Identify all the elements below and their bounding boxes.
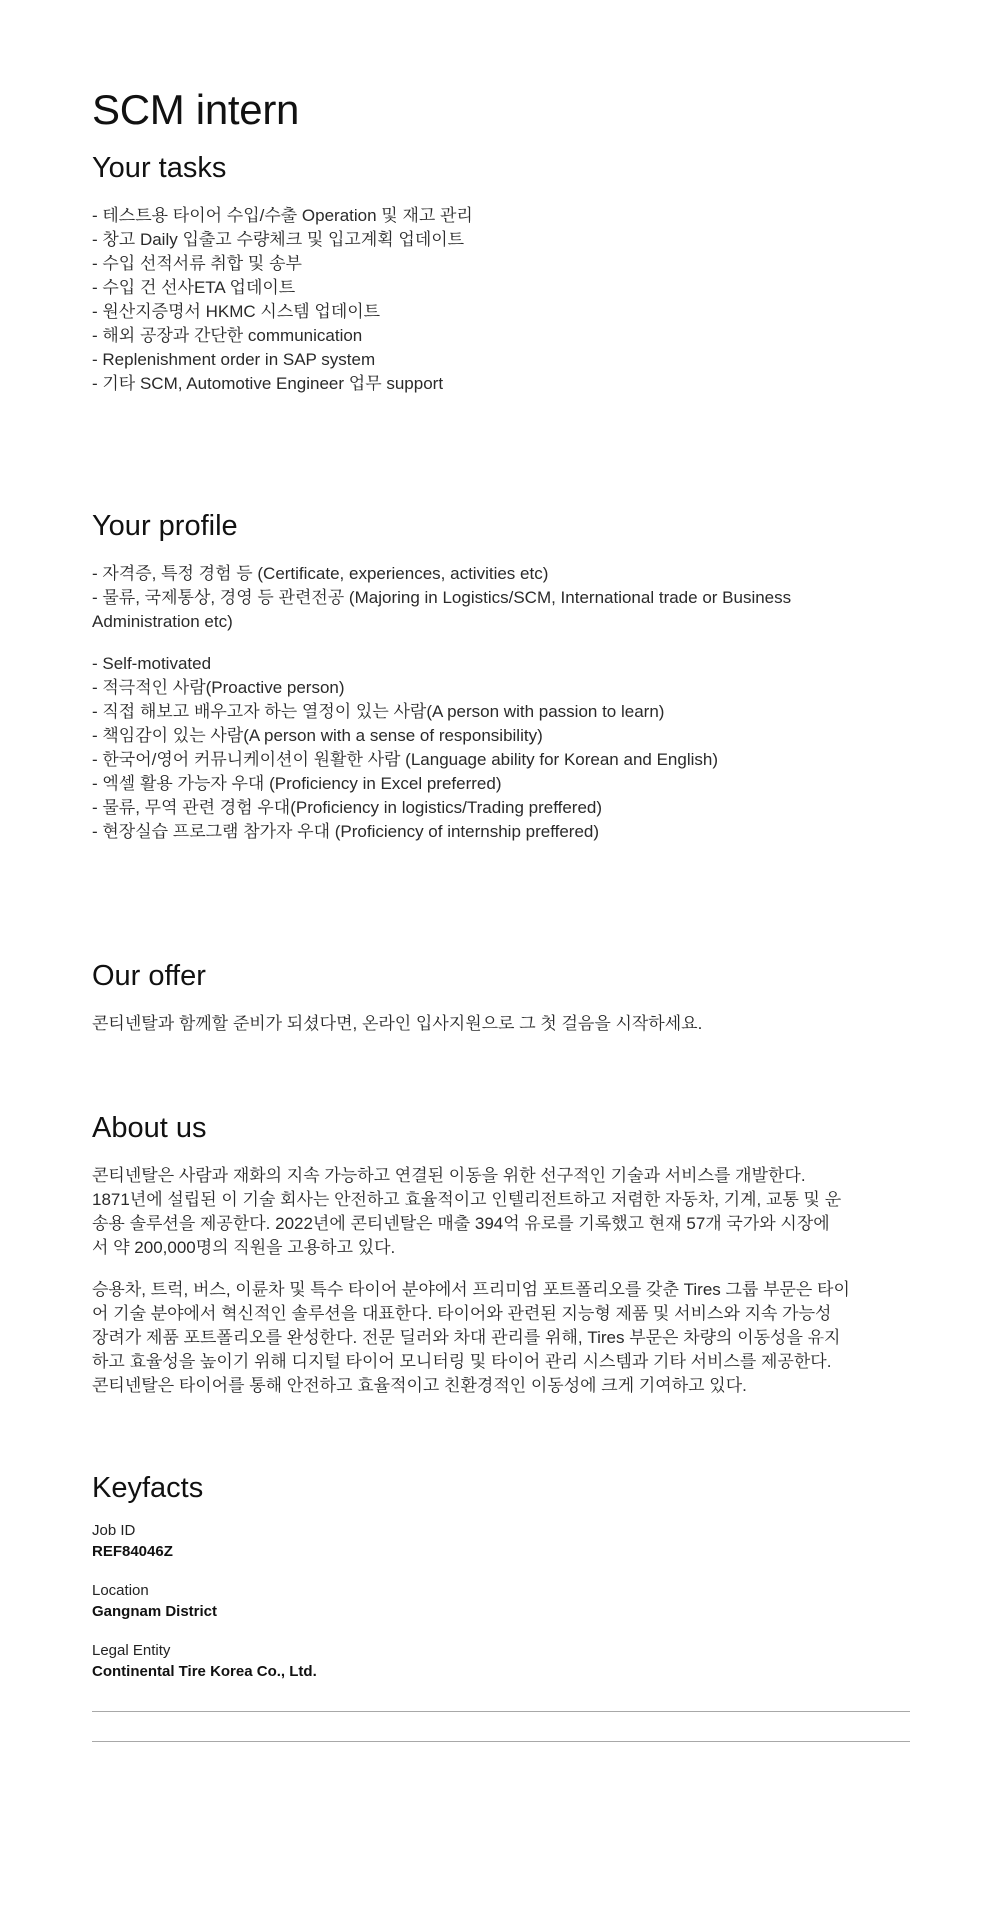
job-id-label: Job ID bbox=[92, 1522, 136, 1539]
profile-section bbox=[92, 508, 910, 844]
task-item: - Replenishment order in SAP system bbox=[92, 350, 376, 369]
divider bbox=[92, 1711, 910, 1712]
about-line: 콘티넨탈은 타이어를 통해 안전하고 효율적이고 친환경적인 이동성에 크게 기여하고 있다. bbox=[92, 1376, 747, 1395]
about-line: 송용 솔루션을 제공한다. 2022년에 콘티넨탈은 매출 394억 유로를 기록했고 현재 57개 국가와 시장에 bbox=[92, 1214, 830, 1233]
about-line: 승용차, 트럭, 버스, 이륜차 및 특수 타이어 분야에서 프리미엄 포트폴리오를 갖춘 Tires 그룹 부문은 타이 bbox=[92, 1280, 850, 1299]
task-item: - 해외 공장과 간단한 communication bbox=[92, 326, 363, 345]
about-line: 콘티넨탈은 사람과 재화의 지속 가능하고 연결된 이동을 위한 선구적인 기술과 서비스를 개발한다. bbox=[92, 1166, 806, 1185]
profile-item: - 직접 해보고 배우고자 하는 열정이 있는 사람(A person with passion to learn) bbox=[92, 702, 665, 721]
about-line: 1871년에 설립된 이 기술 회사는 안전하고 효율적이고 인텔리전트하고 저렴한 자동차, 기계, 교통 및 운 bbox=[92, 1190, 842, 1209]
offer-heading: Our offer bbox=[92, 960, 206, 992]
page-title: SCM intern bbox=[92, 86, 300, 133]
task-item: - 원산지증명서 HKMC 시스템 업데이트 bbox=[92, 302, 381, 321]
task-item: - 수입 선적서류 취합 및 송부 bbox=[92, 254, 302, 273]
about-paragraph-1 bbox=[92, 1164, 910, 1260]
profile-list-qualifications bbox=[92, 562, 910, 634]
offer-text: 콘티넨탈과 함께할 준비가 되셨다면, 온라인 입사지원으로 그 첫 걸음을 시작하세요. bbox=[92, 1014, 703, 1033]
offer-section bbox=[92, 958, 910, 1054]
about-line: 장려가 제품 포트폴리오를 완성한다. 전문 딜러와 차대 관리를 위해, Tires 부문은 차량의 이동성을 유지 bbox=[92, 1328, 841, 1347]
location-value: Gangnam District bbox=[92, 1603, 218, 1620]
task-item: - 테스트용 타이어 수입/수출 Operation 및 재고 관리 bbox=[92, 206, 473, 225]
tasks-list bbox=[92, 204, 910, 396]
profile-list-traits bbox=[92, 652, 910, 844]
profile-item: Administration etc) bbox=[92, 612, 233, 631]
legal-entity-value: Continental Tire Korea Co., Ltd. bbox=[92, 1663, 317, 1680]
profile-item: - 책임감이 있는 사람(A person with a sense of responsibility) bbox=[92, 726, 543, 745]
profile-item: - 물류, 국제통상, 경영 등 관련전공 (Majoring in Logistics/SCM, International trade or Business bbox=[92, 588, 792, 607]
profile-item: - 자격증, 특정 경험 등 (Certificate, experiences, activities etc) bbox=[92, 564, 549, 583]
profile-item: - Self-motivated bbox=[92, 654, 212, 673]
profile-item: - 적극적인 사람(Proactive person) bbox=[92, 678, 345, 697]
fact-legal-entity bbox=[92, 1640, 910, 1682]
tasks-section bbox=[92, 150, 910, 396]
about-line: 하고 효율성을 높이기 위해 디지털 타이어 모니터링 및 타이어 관리 시스템과 기타 서비스를 제공한다. bbox=[92, 1352, 832, 1371]
keyfacts-heading: Keyfacts bbox=[92, 1472, 204, 1504]
divider bbox=[92, 1741, 910, 1742]
profile-item: - 현장실습 프로그램 참가자 우대 (Proficiency of internship preffered) bbox=[92, 822, 600, 841]
about-section bbox=[92, 1110, 910, 1416]
about-line: 서 약 200,000명의 직원을 고용하고 있다. bbox=[92, 1238, 396, 1257]
profile-heading: Your profile bbox=[92, 510, 238, 542]
job-id-value: REF84046Z bbox=[92, 1543, 173, 1560]
keyfacts-section bbox=[92, 1470, 910, 1700]
profile-item: - 엑셀 활용 가능자 우대 (Proficiency in Excel preferred) bbox=[92, 774, 502, 793]
profile-item: - 한국어/영어 커뮤니케이션이 원활한 사람 (Language ability for Korean and English) bbox=[92, 750, 718, 769]
legal-entity-label: Legal Entity bbox=[92, 1642, 171, 1659]
fact-location bbox=[92, 1580, 910, 1622]
location-label: Location bbox=[92, 1582, 149, 1599]
about-line: 어 기술 분야에서 혁신적인 솔루션을 대표한다. 타이어와 관련된 지능형 제품 및 서비스와 지속 가능성 bbox=[92, 1304, 832, 1323]
about-heading: About us bbox=[92, 1112, 207, 1144]
task-item: - 수입 건 선사ETA 업데이트 bbox=[92, 278, 296, 297]
task-item: - 기타 SCM, Automotive Engineer 업무 support bbox=[92, 374, 444, 393]
fact-job-id bbox=[92, 1520, 910, 1562]
task-item: - 창고 Daily 입출고 수량체크 및 입고계획 업데이트 bbox=[92, 230, 465, 249]
tasks-heading: Your tasks bbox=[92, 152, 227, 184]
profile-item: - 물류, 무역 관련 경험 우대(Proficiency in logistics/Trading preffered) bbox=[92, 798, 603, 817]
about-paragraph-2 bbox=[92, 1278, 910, 1398]
